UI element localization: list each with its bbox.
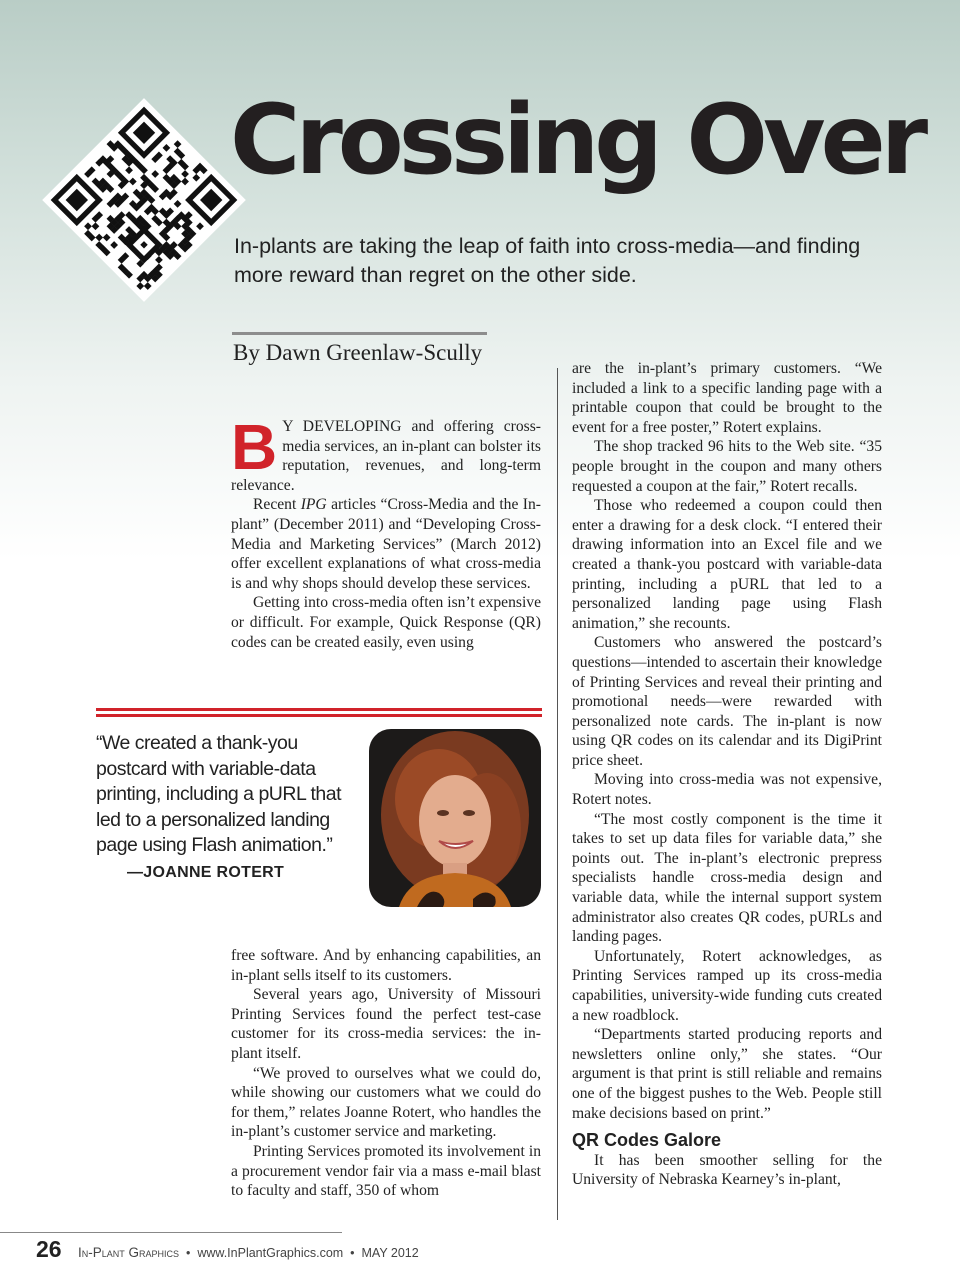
paragraph: Customers who answered the postcard’s questions—intended to ascertain their knowledge of Printing Services and reveal their printing and promotional needs—were rewarded with personalized note cards. The in-plant is now using QR codes on its calendar and its DigiPrint price sheet. (572, 634, 882, 769)
byline-rule (232, 332, 487, 335)
portrait-photo (369, 729, 541, 907)
page-number: 26 (36, 1236, 62, 1262)
paragraph: are the in-plant’s primary customers. “We included a link to a specific landing page with a printable coupon that could be brought to the event for a free poster,” Rotert explains. (572, 360, 882, 436)
article-title: Crossing Over (230, 84, 924, 196)
paragraph-text: Recent (253, 496, 301, 514)
paragraph: “We proved to ourselves what we could do, while showing our customers what we could do for them,” relates Joanne Rotert, who handles the in-plant’s customer service and marketing. (231, 1064, 541, 1141)
paragraph (231, 495, 541, 593)
column-divider (557, 368, 558, 1220)
paragraph: free software. And by enhancing capabilities, an in-plant sells itself to its customers. (231, 947, 541, 984)
publication-name: In-Plant Graphics (78, 1245, 180, 1260)
pull-quote-rule (96, 708, 542, 720)
pull-quote-text: “We created a thank-you postcard with variable-data printing, including a pURL that led to a personalized landing page using Flash animation.” (96, 732, 342, 856)
qr-code[interactable] (28, 84, 260, 316)
paragraph: “Departments started producing reports and newsletters online only,” she states. “Our argument is that print is still reliable and remains one of the biggest pushes to the Web. People still make decisions based on print.” (572, 1026, 882, 1122)
paragraph: Unfortunately, Rotert acknowledges, as Printing Services ramped up its cross-media capabilities, university-wide funding cuts created a new roadblock. (572, 947, 882, 1024)
lead-rest: and offering cross-media services, an in-plant can bolster its reputation, revenues, and long-term relevance. (231, 418, 541, 494)
body-column-left-top (231, 411, 541, 652)
paragraph: Several years ago, University of Missouri Printing Services found the perfect test-case customer for its cross-media services: the in-plant itself. (231, 986, 541, 1062)
paragraph-text: articles “Cross-Media and the In-plant” (December 2011) and “Developing Cross-Media and Marketing Services” (March 2012) offer excellent explanations of what cross-media is and why shops should develop these services. (231, 496, 541, 592)
paragraph: Those who redeemed a coupon could then enter a drawing for a desk clock. “I entered their drawing information into an Excel file and we created a thank-you postcard with variable-data printing, including a pURL that led to a personalized landing page using Flash animation,” she recounts. (572, 497, 882, 632)
article-deck: In-plants are taking the leap of faith into cross-media—and finding more reward than regret on the other side. (234, 234, 861, 287)
dropcap: B (231, 411, 278, 483)
body-column-right (572, 359, 882, 1190)
lead-first-word: Y DEVELOPING (282, 418, 402, 435)
paragraph: It has been smoother selling for the University of Nebraska Kearney’s in-plant, (572, 1151, 882, 1189)
paragraph: The shop tracked 96 hits to the Web site. “35 people brought in the coupon and many others requested a coupon at the fair,” Rotert recalls. (572, 438, 882, 495)
paragraph: Getting into cross-media often isn’t expensive or difficult. For example, Quick Response (QR) codes can be created easily, even using (231, 594, 541, 651)
page-footer (78, 1245, 419, 1260)
paragraph: “The most costly component is the time it takes to set up data files for variable data,” she points out. The in-plant’s electronic prepress specialists handle cross-media design and variable data, while the internal support system administrator also creates QR codes, pURLs and landing pages. (572, 810, 882, 946)
paragraph: Printing Services promoted its involvement in a procurement vendor fair via a mass e-mail blast to faculty and staff, 350 of whom (231, 1142, 541, 1200)
paragraph: Moving into cross-media was not expensive, Rotert notes. (572, 771, 882, 809)
section-subhead: QR Codes Galore (572, 1130, 722, 1151)
publication-name: IPG (300, 496, 327, 514)
footer-rule (0, 1232, 342, 1233)
issue-date: MAY 2012 (361, 1246, 419, 1260)
website-link[interactable]: www.InPlantGraphics.com (197, 1246, 344, 1260)
body-column-left-bottom (231, 946, 541, 1201)
pull-quote-attribution: —JOANNE ROTERT (127, 864, 285, 881)
footer-separator: • (350, 1246, 355, 1260)
byline: By Dawn Greenlaw-Scully (233, 340, 483, 365)
lead-paragraph (231, 411, 541, 495)
footer-separator: • (185, 1246, 191, 1260)
